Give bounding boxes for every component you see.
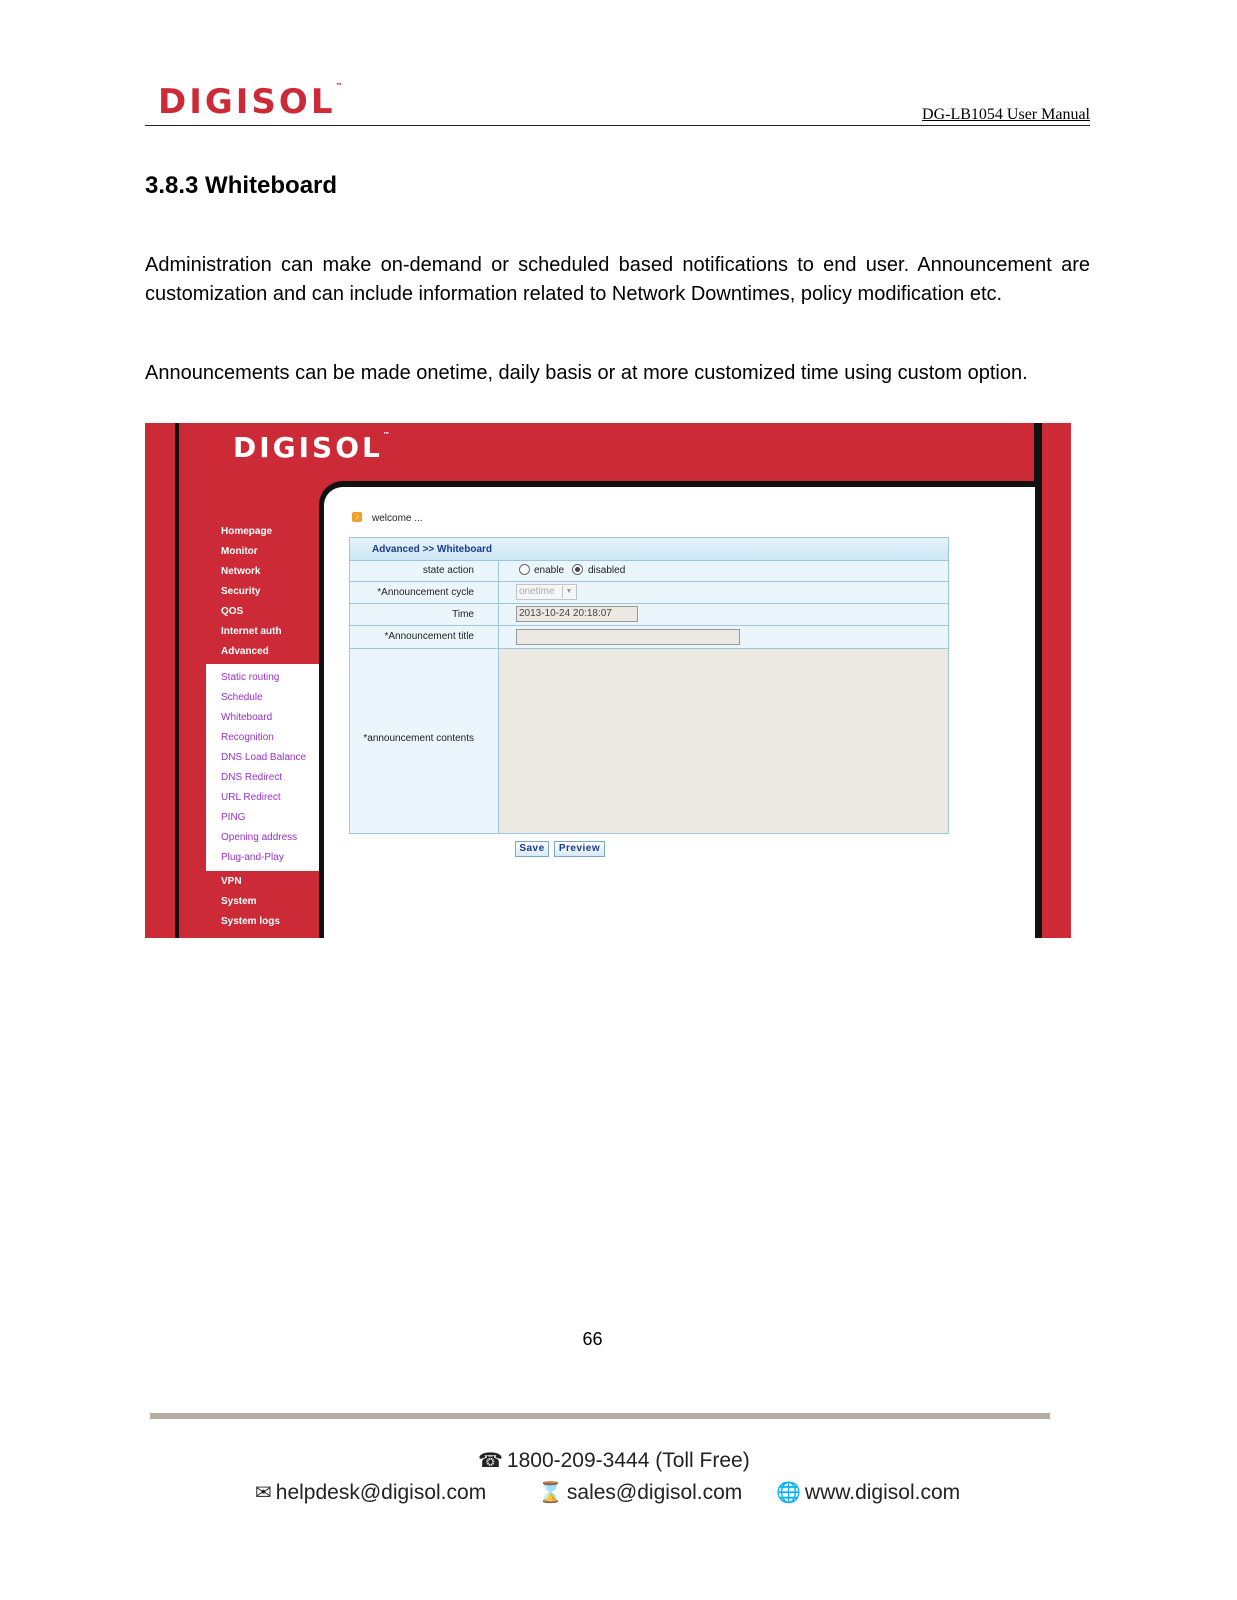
cycle-value: onetime bbox=[519, 586, 555, 597]
announcement-cycle-row bbox=[350, 582, 948, 604]
preview-button[interactable]: Preview bbox=[554, 841, 605, 857]
footer-phone bbox=[478, 1448, 750, 1473]
disabled-label: disabled bbox=[588, 565, 626, 576]
whiteboard-form bbox=[349, 537, 949, 834]
state-action-row bbox=[350, 560, 948, 582]
advanced-submenu bbox=[206, 664, 319, 871]
nav-network[interactable]: Network bbox=[221, 566, 261, 577]
content-panel bbox=[319, 481, 1035, 938]
frame-bar-right bbox=[1034, 423, 1042, 938]
footer-divider bbox=[150, 1413, 1050, 1419]
submenu-url-redirect[interactable]: URL Redirect bbox=[221, 792, 281, 803]
nav-homepage[interactable]: Homepage bbox=[221, 526, 273, 537]
hourglass-icon: ⌛ bbox=[538, 1482, 563, 1504]
website-link[interactable]: www.digisol.com bbox=[804, 1481, 961, 1504]
announcement-cycle-label: *Announcement cycle bbox=[377, 587, 474, 598]
nav-security[interactable]: Security bbox=[221, 586, 261, 597]
time-row bbox=[350, 604, 948, 626]
footer-website bbox=[776, 1480, 960, 1505]
breadcrumb: Advanced >> Whiteboard bbox=[372, 544, 493, 555]
chevron-down-icon: ▼ bbox=[562, 586, 575, 598]
manual-title: DG-LB1054 User Manual bbox=[922, 106, 1090, 123]
save-button[interactable]: Save bbox=[515, 841, 549, 857]
submenu-recognition[interactable]: Recognition bbox=[221, 732, 274, 743]
nav-monitor[interactable]: Monitor bbox=[221, 546, 258, 557]
helpdesk-link[interactable]: helpdesk@digisol.com bbox=[275, 1481, 487, 1504]
announcement-title-row bbox=[350, 626, 948, 649]
frame-bar-left bbox=[175, 423, 179, 938]
submenu-opening-address[interactable]: Opening address bbox=[221, 832, 298, 843]
announcement-contents-textarea[interactable] bbox=[499, 649, 948, 833]
nav-qos[interactable]: QOS bbox=[221, 606, 244, 617]
submenu-schedule[interactable]: Schedule bbox=[221, 692, 263, 703]
announcement-contents-label: *announcement contents bbox=[363, 733, 474, 744]
submenu-ping[interactable]: PING bbox=[221, 812, 246, 823]
page-number: 66 bbox=[582, 1329, 603, 1349]
mail-icon: ✉ bbox=[255, 1482, 272, 1504]
phone-icon: ☎ bbox=[478, 1450, 503, 1472]
enable-radio[interactable] bbox=[519, 564, 530, 575]
enable-label: enable bbox=[534, 565, 565, 576]
section-title: 3.8.3 Whiteboard bbox=[145, 172, 338, 199]
time-field[interactable]: 2013-10-24 20:18:07 bbox=[516, 606, 638, 622]
disabled-radio[interactable] bbox=[572, 564, 583, 575]
announcement-title-input[interactable] bbox=[516, 629, 740, 645]
sales-link[interactable]: sales@digisol.com bbox=[566, 1481, 743, 1504]
welcome-text: welcome ... bbox=[372, 513, 423, 524]
nav-system[interactable]: System bbox=[221, 896, 257, 907]
submenu-plug-and-play[interactable]: Plug-and-Play bbox=[221, 852, 284, 863]
submenu-static-routing[interactable]: Static routing bbox=[221, 672, 280, 683]
submenu-whiteboard[interactable]: Whiteboard bbox=[221, 712, 273, 723]
radio-selected-dot bbox=[575, 567, 580, 572]
whiteboard-screenshot bbox=[145, 423, 1071, 938]
submenu-dns-load-balance[interactable]: DNS Load Balance bbox=[221, 752, 307, 763]
paragraph-2: Announcements can be made onetime, daily basis or at more customized time using custom option. bbox=[145, 362, 1028, 384]
globe-icon: 🌐 bbox=[776, 1482, 801, 1504]
submenu-dns-redirect[interactable]: DNS Redirect bbox=[221, 772, 283, 783]
footer-helpdesk bbox=[255, 1480, 486, 1505]
form-header bbox=[350, 538, 948, 561]
phone-text: 1800-209-3444 (Toll Free) bbox=[506, 1449, 750, 1472]
screenshot-logo: DIGISOL™ bbox=[233, 431, 393, 464]
paragraph-1: Administration can make on-demand or scheduled based notifications to end user. Announcement are customization and can include information related to Network Downtimes, policy modification etc. bbox=[145, 254, 1090, 305]
announcement-cycle-select[interactable] bbox=[516, 584, 577, 600]
speaker-icon: ♪ bbox=[352, 512, 362, 522]
footer-sales bbox=[538, 1480, 742, 1505]
nav-advanced[interactable]: Advanced bbox=[221, 646, 269, 657]
nav-system-logs[interactable]: System logs bbox=[221, 916, 280, 927]
nav-internet-auth[interactable]: Internet auth bbox=[221, 626, 282, 637]
nav-vpn[interactable]: VPN bbox=[221, 876, 242, 887]
header-divider bbox=[145, 125, 1090, 126]
time-label: Time bbox=[452, 609, 474, 620]
announcement-title-label: *Announcement title bbox=[384, 631, 474, 642]
digisol-logo: DIGISOL™ bbox=[158, 82, 346, 122]
state-action-label: state action bbox=[422, 565, 474, 576]
